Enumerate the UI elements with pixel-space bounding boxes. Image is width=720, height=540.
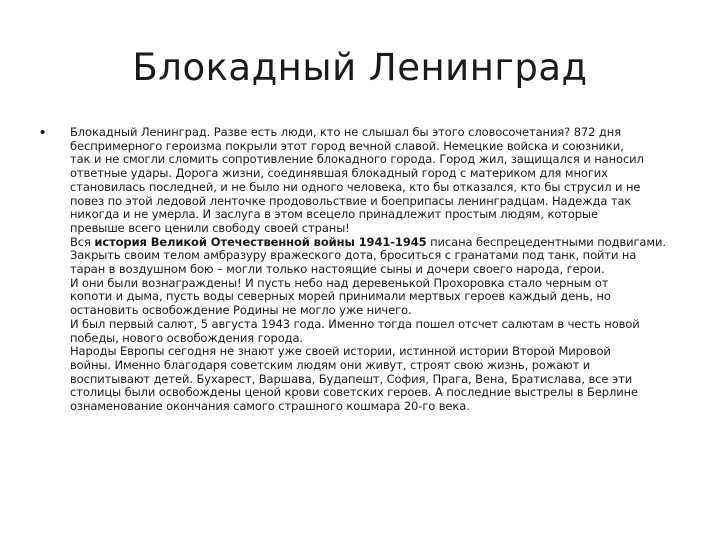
text-line: становилась последней, и не было ни одного человека, кто бы отказался, кто бы струсил и не xyxy=(70,179,641,194)
text-line: таран в воздушном бою – могли только настоящие сыны и дочери своего народа, герои. xyxy=(70,262,605,277)
text-line: Закрыть своим телом амбразуру вражеского дота, броситься с гранатами под танк, пойти на xyxy=(70,248,637,263)
text-segment: Вся xyxy=(70,234,95,249)
text-line: копоти и дыма, пусть воды северных морей принимали мертвых героев каждый день, но xyxy=(70,289,611,304)
text-line: воспитывают детей. Бухарест, Варшава, Будапешт, София, Прага, Вена, Братислава, все эти xyxy=(70,371,633,386)
slide-title: Блокадный Ленинград xyxy=(132,46,588,89)
body-text xyxy=(70,126,698,414)
text-line: так и не смогли сломить сопротивление блокадного города. Город жил, защищался и наносил xyxy=(70,152,644,167)
text-segment: писана беспрецедентными подвигами. xyxy=(426,234,666,249)
text-line: И был первый салют, 5 августа 1943 года. Именно тогда пошел отсчет салютам в честь новой xyxy=(70,316,640,331)
text-line: Блокадный Ленинград. Разве есть люди, кто не слышал бы этого словосочетания? 872 дня xyxy=(70,125,622,139)
text-line: ответные удары. Дорога жизни, соединявшая блокадный город с материком для многих xyxy=(70,166,608,181)
text-line: остановить освобождение Родины не могло уже ничего. xyxy=(70,303,412,318)
text-line: повез по этой ледовой ленточке продовольствие и боеприпасы ленинградцам. Надежда так xyxy=(70,193,632,208)
text-line: победы, нового освобождения города. xyxy=(70,330,303,345)
bullet-point: • xyxy=(40,124,46,141)
text-line: превыше всего ценили свободу своей страны! xyxy=(70,220,350,235)
text-line: войны. Именно благодаря советским людям они живут, строят свою жизнь, рожают и xyxy=(70,357,591,372)
bold-phrase: история Великой Отечественной войны 1941-1945 xyxy=(94,234,427,249)
text-line xyxy=(70,236,698,250)
text-line: Народы Европы сегодня не знают уже своей истории, истинной истории Второй Мировой xyxy=(70,344,611,359)
text-line: беспримерного героизма покрыли этот город вечной славой. Немецкие войска и союзники, xyxy=(70,138,624,153)
text-line: столицы были освобождены ценой крови советских героев. А последние выстрелы в Берлине xyxy=(70,385,639,400)
text-line: никогда и не умерла. И заслуга в этом всецело принадлежит простым людям, которые xyxy=(70,207,598,222)
text-line: И они были вознаграждены! И пусть небо над деревенькой Прохоровка стало черным от xyxy=(70,275,609,290)
text-line: ознаменование окончания самого страшного кошмара 20-го века. xyxy=(70,399,470,414)
